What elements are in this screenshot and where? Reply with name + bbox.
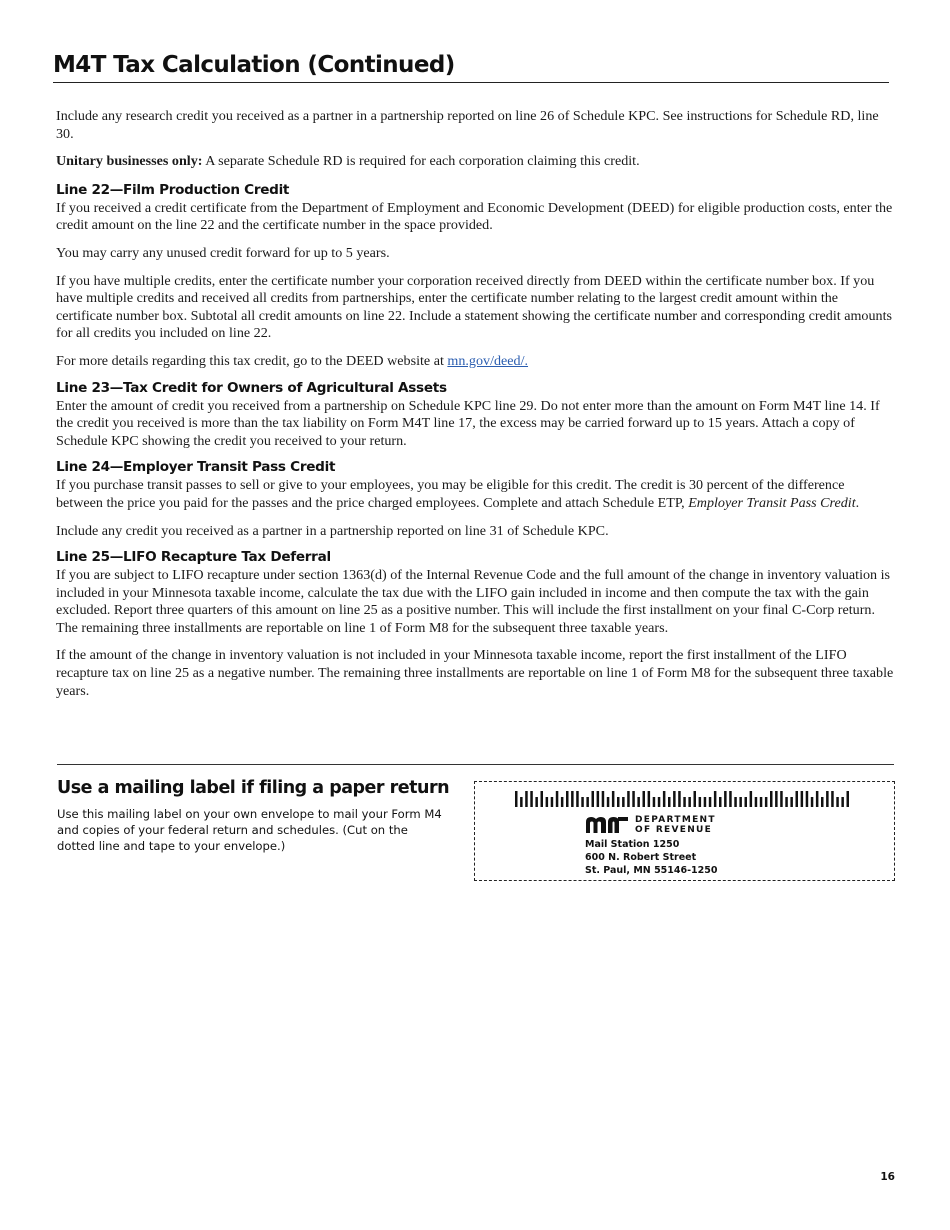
barcode-bar <box>734 797 737 807</box>
barcode-bar <box>811 797 814 807</box>
unitary-note <box>56 153 894 171</box>
section-divider <box>57 764 894 765</box>
barcode-bar <box>581 797 584 807</box>
line24-paragraph-1 <box>56 477 894 512</box>
barcode-bar <box>806 791 809 807</box>
barcode-bar <box>530 791 533 807</box>
barcode-bar <box>556 791 559 807</box>
barcode-bar <box>520 797 523 807</box>
address-line: 600 N. Robert Street <box>585 852 697 863</box>
line22-paragraph-4 <box>56 353 894 371</box>
barcode-bar <box>683 797 686 807</box>
barcode-bar <box>826 791 829 807</box>
barcode-bar <box>729 791 732 807</box>
postal-barcode <box>515 791 855 811</box>
address-line: Mail Station 1250 <box>585 839 680 850</box>
barcode-bar <box>801 791 804 807</box>
barcode-bar <box>607 797 610 807</box>
barcode-bar <box>704 797 707 807</box>
barcode-bar <box>745 797 748 807</box>
barcode-bar <box>622 797 625 807</box>
page-title: M4T Tax Calculation (Continued) <box>53 52 889 83</box>
barcode-bar <box>515 791 518 807</box>
barcode-bar <box>648 791 651 807</box>
line24-heading: Line 24—Employer Transit Pass Credit <box>56 459 336 476</box>
line22-paragraph-2: You may carry any unused credit forward for up to 5 years. <box>56 244 390 261</box>
mailing-label-heading: Use a mailing label if filing a paper return <box>57 778 450 798</box>
barcode-bar <box>770 791 773 807</box>
barcode-bar <box>673 791 676 807</box>
barcode-bar <box>546 797 549 807</box>
logo-line-department: DEPARTMENT <box>635 815 716 825</box>
barcode-bar <box>643 791 646 807</box>
barcode-bar <box>658 797 661 807</box>
unitary-text: A separate Schedule RD is required for each corporation claiming this credit. <box>202 153 640 170</box>
barcode-bar <box>617 797 620 807</box>
barcode-bar <box>847 791 850 807</box>
barcode-bar <box>632 791 635 807</box>
barcode-bar <box>831 791 834 807</box>
barcode-bar <box>755 797 758 807</box>
barcode-bar <box>785 797 788 807</box>
barcode-bar <box>699 797 702 807</box>
barcode-bar <box>561 797 564 807</box>
line22-paragraph-1: If you received a credit certificate from the Department of Employment and Economic Development (DEED) for eligible production costs, enter the credit amount on the line 22 and the certificate number in the space provided. <box>56 199 893 234</box>
line24-paragraph-2: Include any credit you received as a partner in a partnership reported on line 31 of Schedule KPC. <box>56 522 609 539</box>
barcode-bar <box>571 791 574 807</box>
barcode-bar <box>821 797 824 807</box>
logo-line-revenue: OF REVENUE <box>635 825 713 835</box>
barcode-bar <box>836 797 839 807</box>
barcode-bar <box>775 791 778 807</box>
barcode-bar <box>637 797 640 807</box>
line25-paragraph-2: If the amount of the change in inventory valuation is not included in your Minnesota taxable income, report the first installment of the LIFO recapture tax on line 25 as a negative number. The remaining three installments are reportable on line 1 of Form M8 for the subsequent three taxable years. <box>56 647 894 699</box>
barcode-bar <box>576 791 579 807</box>
intro-paragraph: Include any research credit you received as a partner in a partnership reported on line 26 of Schedule KPC. See instructions for Schedule RD, line 30. <box>56 108 879 142</box>
barcode-bar <box>688 797 691 807</box>
barcode-bar <box>668 797 671 807</box>
line25-paragraph-1: If you are subject to LIFO recapture under section 1363(d) of the Internal Revenue Code and the full amount of the change in inventory valuation is included in your Minnesota taxable income, calculate the tax due with the LIFO gain included in income and then compute the tax with the gain excluded. Report three quarters of this amount on line 25 as a positive number. This will include the first installment on your final C-Corp return. The remaining three installments are reportable on line 1 of Form M8 for the subsequent three taxable years. <box>56 567 891 636</box>
barcode-bar <box>602 791 605 807</box>
unitary-label: Unitary businesses only: <box>56 153 203 170</box>
dor-logo <box>585 815 716 835</box>
instructions-body <box>56 108 894 710</box>
line25-heading: Line 25—LIFO Recapture Tax Deferral <box>56 549 331 566</box>
barcode-bar <box>653 797 656 807</box>
barcode-bar <box>597 791 600 807</box>
barcode-bar <box>612 791 615 807</box>
line24-period: . <box>855 494 860 511</box>
barcode-bar <box>586 797 589 807</box>
line22-paragraph-3: If you have multiple credits, enter the certificate number your corporation received directly from DEED within the certificate number box. If you have multiple credits and received all credits from partnerships, enter the certificate number relating to the largest credit amount within the certificate number box. Subtotal all credit amounts on line 22. Include a statement showing the certificate number and corresponding credit amounts for all credits you included on line 22. <box>56 272 892 342</box>
barcode-bar <box>796 791 799 807</box>
barcode-bar <box>780 791 783 807</box>
line24-text: If you purchase transit passes to sell or give to your employees, you may be eligible for this credit. The credit is 30 percent of the difference between the price you paid for the passes and the price charged employees. Complete and attach Schedule ETP, <box>56 477 845 511</box>
barcode-bar <box>525 791 528 807</box>
barcode-bar <box>724 791 727 807</box>
mailing-label <box>474 781 895 881</box>
barcode-bar <box>694 791 697 807</box>
mailing-label-instructions: Use this mailing label on your own envelope to mail your Form M4 and copies of your federal return and schedules. (Cut on the dotted line and tape to your envelope.) <box>57 807 442 853</box>
line22-link-intro: For more details regarding this tax credit, go to the DEED website at <box>56 352 448 369</box>
barcode-bar <box>714 791 717 807</box>
barcode-bar <box>816 791 819 807</box>
line23-heading: Line 23—Tax Credit for Owners of Agricultural Assets <box>56 379 447 396</box>
barcode-bar <box>566 791 569 807</box>
address-line: St. Paul, MN 55146-1250 <box>585 865 718 876</box>
line24-form-title: Employer Transit Pass Credit <box>688 494 856 511</box>
page-number: 16 <box>880 1171 895 1183</box>
barcode-bar <box>551 797 554 807</box>
barcode-bar <box>750 791 753 807</box>
barcode-bar <box>760 797 763 807</box>
mailing-address <box>585 838 718 877</box>
barcode-bar <box>592 791 595 807</box>
barcode-bar <box>709 797 712 807</box>
barcode-bar <box>535 797 538 807</box>
line23-paragraph-1: Enter the amount of credit you received from a partnership on Schedule KPC line 29. Do not enter more than the amount on Form M4T line 14. If the credit you received is more than the tax liability on Form M4T line 17, the excess may be carried forward up to 15 years. Attach a copy of Schedule KPC showing the credit you received to your return. <box>56 397 880 449</box>
barcode-bar <box>541 791 544 807</box>
barcode-bar <box>739 797 742 807</box>
minnesota-logo-icon <box>585 816 629 834</box>
barcode-bar <box>627 791 630 807</box>
barcode-bar <box>841 797 844 807</box>
barcode-bar <box>719 797 722 807</box>
barcode-bar <box>678 791 681 807</box>
line22-heading: Line 22—Film Production Credit <box>56 181 290 198</box>
barcode-bar <box>663 791 666 807</box>
barcode-bar <box>790 797 793 807</box>
dor-logo-text <box>635 815 716 835</box>
deed-website-link[interactable]: mn.gov/deed/. <box>447 352 529 369</box>
barcode-bar <box>765 797 768 807</box>
